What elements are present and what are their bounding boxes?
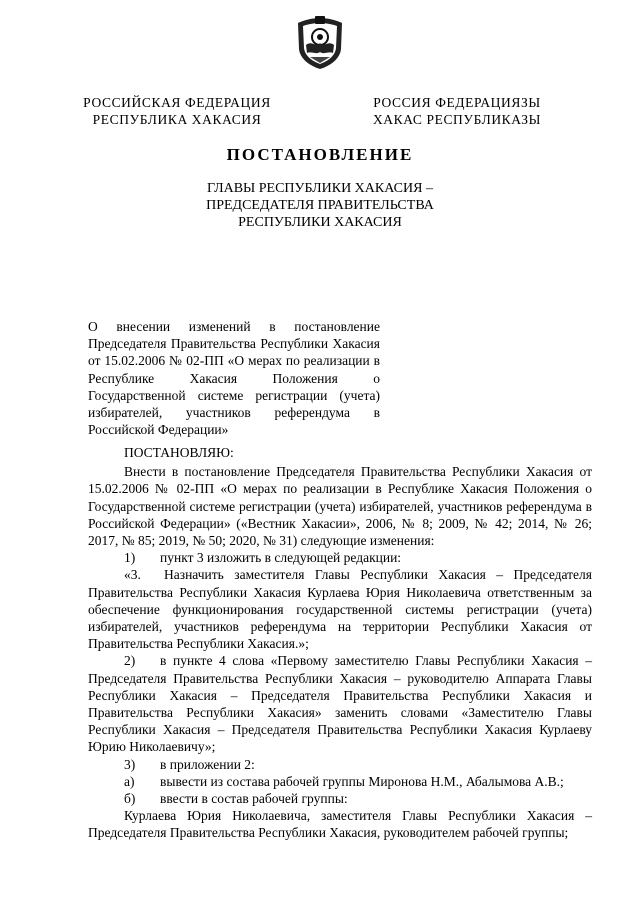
list-item-3-text: в приложении 2: xyxy=(160,756,255,772)
header-left-line2: РЕСПУБЛИКА ХАКАСИЯ xyxy=(92,112,262,127)
header-left-line1: РОССИЙСКАЯ ФЕДЕРАЦИЯ xyxy=(83,95,271,110)
coat-of-arms-icon xyxy=(294,15,346,71)
intro-paragraph: Внести в постановление Председателя Правительства Республики Хакасия от 15.02.2006 № 02-ПП «О мерах по реализации в Республике Хакасия Положения о Государственной системе регистрации (учета) избирателей, участников референдума в Российской Федерации» («Вестник Хакасии», 2006, № 8; 2009, № 42; 2014, № 26; 2017, № 85; 2019, № 50; 2020, № 31) следующие изменения: xyxy=(88,464,592,549)
decree-word: ПОСТАНОВЛЯЮ: xyxy=(124,445,234,460)
sub-item-a-letter: а) xyxy=(124,773,135,789)
document-body xyxy=(88,444,592,842)
quoted-point-3-number: «3. xyxy=(124,567,141,583)
about-heading: О внесении изменений в постановление Председателя Правительства Республики Хакасия от 15.02.2006 № 02-ПП «О мерах по реализации в Республике Хакасия Положения о Государственной системе регистрации (учета) избирателей, участников референдума в Российской Федерации» xyxy=(88,319,380,438)
list-item-1-number: 1) xyxy=(124,550,136,566)
sub-item-a xyxy=(88,773,592,790)
document-title: ПОСТАНОВЛЕНИЕ xyxy=(226,145,414,164)
subtitle-line3: РЕСПУБЛИКИ ХАКАСИЯ xyxy=(238,215,402,230)
sub-item-b-text: ввести в состав рабочей группы: xyxy=(160,791,348,807)
sub-item-a-text: вывести из состава рабочей группы Миронова Н.М., Абалымова А.В.; xyxy=(160,773,564,789)
subtitle-line1: ГЛАВЫ РЕСПУБЛИКИ ХАКАСИЯ – xyxy=(207,181,433,196)
list-item-1 xyxy=(88,549,592,566)
document-subtitle xyxy=(0,180,640,231)
list-item-2-text: в пункте 4 слова «Первому заместителю Главы Республики Хакасия – Председателя Правительства Республики Хакасия – руководителю Аппарата Главы Республики Хакасия – Председателя Правительства Республики Хакасия и Правительства Республики Хакасия» заменить словами «Заместителю Главы Республики Хакасия – Председателя Правительства Республики Хакасия Курлаеву Юрию Николаевичу»; xyxy=(88,653,592,755)
sub-item-b-letter: б) xyxy=(124,791,136,807)
last-paragraph: Курлаева Юрия Николаевича, заместителя Главы Республики Хакасия – Председателя Правительства Республики Хакасия, руководителем рабочей группы; xyxy=(88,808,592,841)
quoted-point-3 xyxy=(88,566,592,652)
list-item-1-text: пункт 3 изложить в следующей редакции: xyxy=(160,550,402,566)
list-item-2 xyxy=(88,652,592,755)
header-left xyxy=(82,94,272,128)
header-right xyxy=(362,94,552,128)
subtitle-line2: ПРЕДСЕДАТЕЛЯ ПРАВИТЕЛЬСТВА xyxy=(206,198,434,213)
header-right-line2: ХАКАС РЕСПУБЛИКАЗЫ xyxy=(372,112,542,127)
list-item-2-number: 2) xyxy=(124,653,136,669)
sub-item-b xyxy=(88,790,592,807)
header-right-line1: РОССИЯ ФЕДЕРАЦИЯЗЫ xyxy=(373,95,541,110)
list-item-3-number: 3) xyxy=(124,756,136,772)
list-item-3 xyxy=(88,756,592,773)
quoted-point-3-text: Назначить заместителя Главы Республики Хакасия – Председателя Правительства Республики Хакасия Курлаева Юрия Николаевича ответственным за обеспечение функционирования государственной системы регистрации (учета) избирателей, участников референдума на территории Республики Хакасия от Правительства Республики Хакасия.»; xyxy=(88,567,592,652)
